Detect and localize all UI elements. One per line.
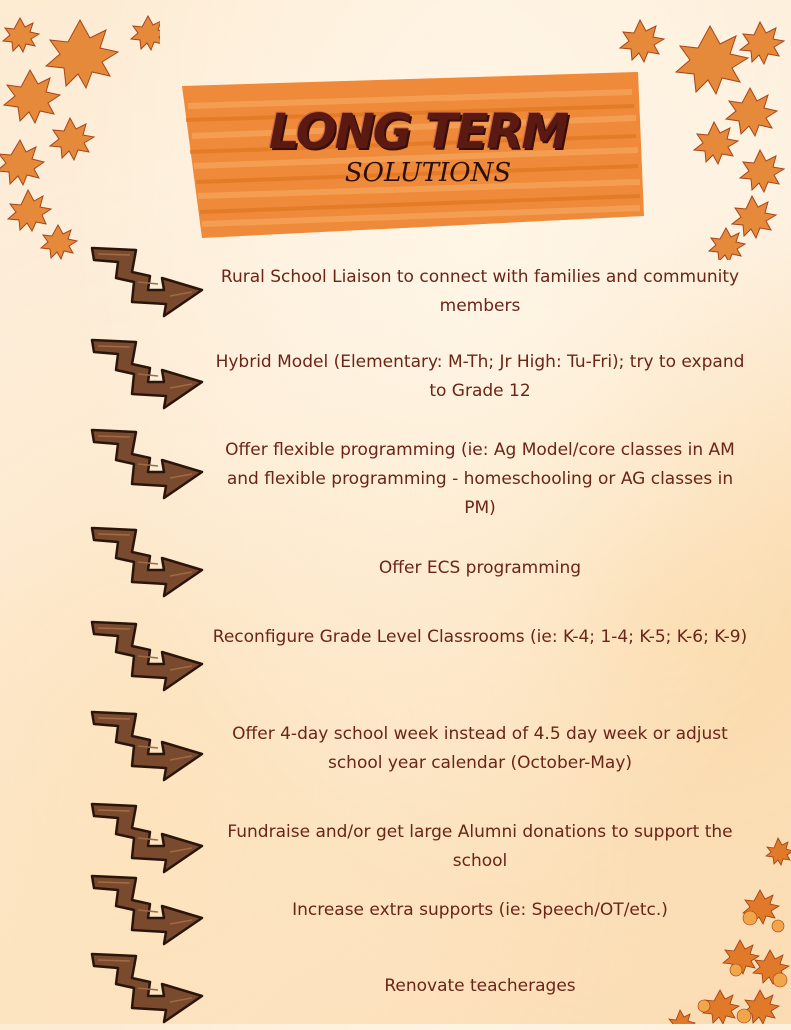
solution-item: Renovate teacherages [384, 976, 576, 996]
zigzag-arrow-icon [88, 800, 206, 880]
solution-item: Hybrid Model (Elementary: M-Th; Jr High: Tu-Fri); try to expand to Grade 12 [215, 352, 745, 401]
zigzag-arrow-icon [88, 524, 206, 604]
zigzag-arrow-icon [88, 950, 206, 1030]
zigzag-arrow-icon [88, 244, 206, 324]
autumn-leaves-top-left [0, 0, 160, 260]
solution-item: Offer ECS programming [378, 558, 582, 578]
solution-item: Fundraise and/or get large Alumni donations to support the school [227, 822, 733, 871]
solution-item: Offer 4-day school week instead of 4.5 day week or adjust school year calendar (October-May) [232, 724, 728, 773]
zigzag-arrow-icon [88, 426, 206, 506]
solution-item: Rural School Liaison to connect with families and community members [220, 267, 740, 316]
solution-item: Increase extra supports (ie: Speech/OT/etc.) [292, 900, 668, 920]
zigzag-arrow-icon [88, 618, 206, 698]
solution-item: Offer flexible programming (ie: Ag Model/core classes in AM and flexible programming - homeschooling or AG classes in PM) [225, 440, 735, 518]
zigzag-arrow-icon [88, 872, 206, 952]
title-banner [172, 66, 648, 244]
banner-title: LONG TERM [268, 104, 568, 160]
zigzag-arrow-icon [88, 336, 206, 416]
zigzag-arrow-icon [88, 708, 206, 788]
banner-subtitle: SOLUTIONS [344, 158, 512, 188]
solution-item: Reconfigure Grade Level Classrooms (ie: K-4; 1-4; K-5; K-6; K-9) [212, 627, 748, 647]
